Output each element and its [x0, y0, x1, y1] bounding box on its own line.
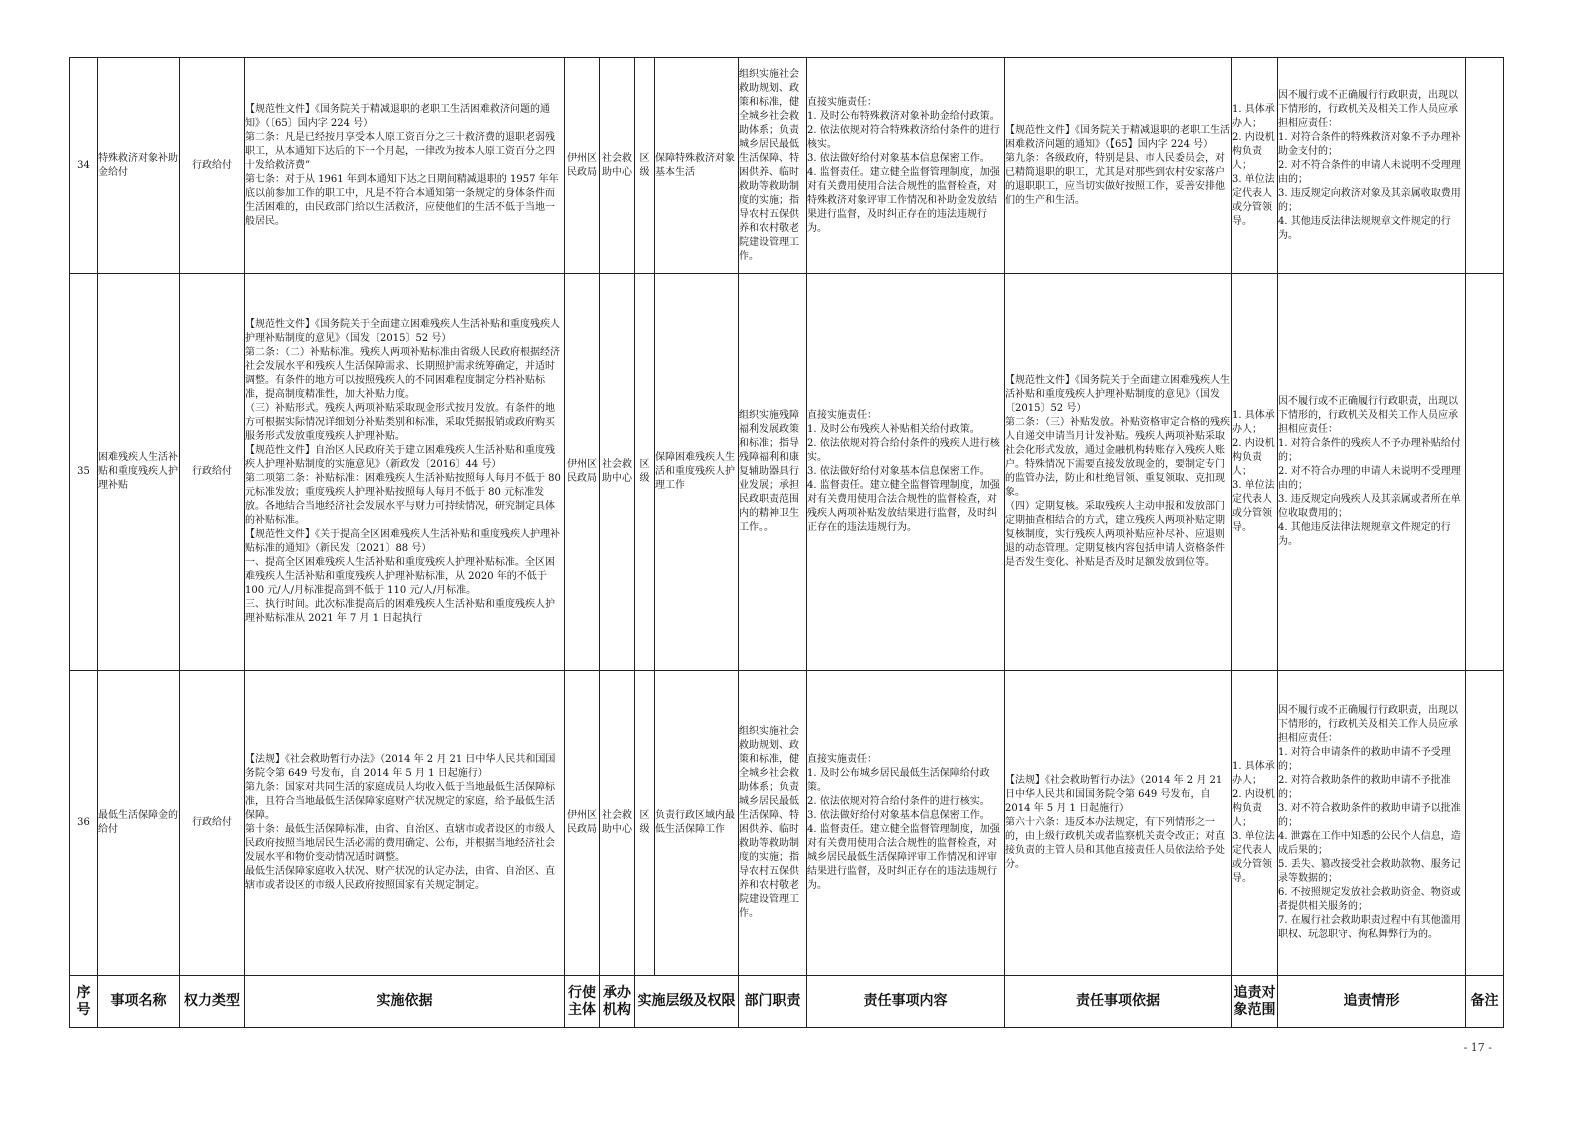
cell-seq: 36 — [70, 671, 98, 976]
cell-resp-line: 3. 依法做好给付对象基本信息保密工作。 — [807, 152, 990, 164]
cell-basis — [245, 58, 565, 274]
cell-situation-line: 6. 不按照规定发放社会救助资金、物资或者提供相关服务的； — [1278, 887, 1461, 912]
header-remark: 备注 — [1466, 976, 1504, 1028]
header-scope: 追责对象范围 — [1232, 976, 1278, 1028]
cell-org: 社会救助中心 — [600, 671, 635, 976]
table-row — [70, 58, 1504, 274]
cell-level-power: 保障特殊救济对象基本生活 — [655, 58, 739, 274]
cell-scope-line: 3. 单位法定代表人或分管领导。 — [1232, 173, 1275, 227]
cell-situation-line: 因不履行或不正确履行行政职责，出现以下情形的，行政机关及相关工作人员应承担相应责任： — [1278, 89, 1458, 129]
cell-level-power: 负责行政区域内最低生活保障工作 — [655, 671, 739, 976]
cell-situation-line: 2. 对不符合办理的申请人未说明不受理理由的； — [1278, 466, 1461, 491]
cell-basis-line: （三）补贴形式。残疾人两项补贴采取现金形式按月发放。有条件的地方可根据实际情况详细划分补贴类别和标准，采取凭据报销或政府购买服务形式发放重度残疾人护理补贴。 — [245, 403, 555, 442]
cell-name: 最低生活保障金的给付 — [98, 671, 180, 976]
cell-situation-line: 2. 对符合救助条件的救助申请不予批准的； — [1278, 775, 1451, 800]
cell-situation — [1278, 58, 1466, 274]
cell-basis — [245, 671, 565, 976]
cell-subject: 伊州区民政局 — [565, 671, 600, 976]
cell-situation-line: 3. 违反规定向救济对象及其亲属收取费用的； — [1278, 187, 1461, 213]
cell-scope-line: 3. 单位法定代表人或分管领导。 — [1232, 480, 1275, 533]
cell-resp-basis-line: （四）定期复核。采取残疾人主动申报和发放部门定期抽查相结合的方式，建立残疾人两项补贴定期复核制度，实行残疾人两项补贴应补尽补、应退则退的动态管理。定期复核内容包括申请人资格条件是否发生变化、补贴是否及时足额发放到位等。 — [1005, 501, 1225, 568]
duty-list-table — [69, 57, 1504, 1028]
header-situation: 追责情形 — [1278, 976, 1466, 1028]
cell-situation-line: 7. 在履行社会救助职责过程中有其他滥用职权、玩忽职守、徇私舞弊行为的。 — [1278, 915, 1461, 940]
cell-org: 社会救助中心 — [600, 58, 635, 274]
cell-resp-basis-line: 第九条：各级政府，特别是县、市人民委员会，对已精简退职的职工，尤其是对那些到农村安家落户的退职职工，应当切实做好按照工作，妥善安排他们的生产和生活。 — [1005, 152, 1225, 206]
header-row — [70, 976, 1504, 1028]
cell-resp-basis-line: 第六十六条：违反本办法规定，有下列情形之一的，由上级行政机关或者监察机关责令改正；对直接负责的主管人员和其他直接责任人员依法给予处分。 — [1005, 817, 1225, 870]
cell-org: 社会救助中心 — [600, 274, 635, 671]
cell-resp-basis-line: 【规范性文件】《国务院关于精减退职的老职工生活困难救济问题的通知》（【65】国内字 224 号） — [1005, 124, 1230, 150]
cell-scope — [1232, 671, 1278, 976]
cell-scope-line: 2. 内设机构负责人； — [1232, 131, 1275, 171]
cell-resp-line: 2. 依法依规对符合给付条件的进行核实。 — [807, 796, 990, 807]
cell-seq: 34 — [70, 58, 98, 274]
cell-resp-line: 2. 依法依规对符合特殊救济给付条件的进行核实。 — [807, 124, 1000, 150]
cell-resp-line: 3. 依法做好给付对象基本信息保密工作。 — [807, 466, 990, 477]
table-row — [70, 671, 1504, 976]
header-basis: 实施依据 — [245, 976, 565, 1028]
cell-basis-line: 第十条：最低生活保障标准，由省、自治区、直辖市或者设区的市级人民政府按照当地居民生活必需的费用确定、公布，并根据当地经济社会发展水平和物价变动情况适时调整。 — [245, 824, 555, 863]
cell-situation-line: 4. 其他违反法律法规规章文件规定的行为。 — [1278, 522, 1451, 547]
cell-resp — [807, 274, 1005, 671]
cell-type: 行政给付 — [180, 58, 245, 274]
cell-type: 行政给付 — [180, 671, 245, 976]
cell-situation-line: 因不履行或不正确履行行政职责，出现以下情形的，行政机关及相关工作人员应承担相应责任： — [1278, 396, 1458, 435]
cell-basis-line: 【法规】《社会救助暂行办法》（2014 年 2 月 21 日中华人民共和国国务院令第 649 号发布，自 2014 年 5 月 1 日起施行） — [245, 754, 556, 779]
cell-situation-line: 2. 对不符合条件的申请人未说明不受理理由的； — [1278, 159, 1461, 185]
cell-basis-line: 【规范性文件】《国务院关于全面建立困难残疾人生活补贴和重度残疾人护理补贴制度的意见》（国发〔2015〕52 号） — [245, 319, 560, 344]
cell-resp-basis — [1005, 671, 1232, 976]
header-org: 承办机构 — [600, 976, 635, 1028]
cell-scope-line: 1. 具体承办人； — [1232, 761, 1275, 786]
cell-resp-basis-line: 【规范性文件】《国务院关于全面建立困难残疾人生活补贴和重度残疾人护理补贴制度的意见》（国发〔2015〕52 号） — [1005, 375, 1230, 414]
cell-situation — [1278, 274, 1466, 671]
cell-resp-basis — [1005, 58, 1232, 274]
cell-resp-line: 1. 及时公布特殊救济对象补助金给付政策。 — [807, 110, 1000, 122]
cell-basis-line: 最低生活保障家庭收入状况、财产状况的认定办法，由省、自治区、直辖市或者设区的市级人民政府按照国家有关规定制定。 — [245, 866, 555, 891]
cell-resp-line: 直接实施责任： — [807, 754, 877, 765]
cell-level: 区级 — [635, 671, 655, 976]
cell-situation-line: 3. 违反规定向残疾人及其亲属或者所在单位收取费用的； — [1278, 494, 1461, 519]
cell-duty: 组织实施残障福利发展政策和标准；指导残障福利和康复辅助器具行业发展；承担民政职责范围内的精神卫生工作。。 — [739, 274, 807, 671]
cell-level: 区级 — [635, 58, 655, 274]
cell-basis-line: 第九条：国家对共同生活的家庭成员人均收入低于当地最低生活保障标准，且符合当地最低生活保障家庭财产状况规定的家庭，给予最低生活保障。 — [245, 782, 555, 821]
cell-situation-line: 3. 对不符合救助条件的救助申请予以批准的； — [1278, 803, 1461, 828]
cell-level: 区级 — [635, 274, 655, 671]
cell-remark — [1466, 671, 1504, 976]
cell-situation-line: 5. 丢失、篡改接受社会救助款物、服务记录等数据的； — [1278, 859, 1461, 884]
cell-resp-line: 3. 依法做好给付对象基本信息保密工作。 — [807, 810, 990, 821]
cell-scope — [1232, 58, 1278, 274]
cell-remark — [1466, 58, 1504, 274]
cell-seq: 35 — [70, 274, 98, 671]
cell-resp — [807, 58, 1005, 274]
cell-scope-line: 2. 内设机构负责人； — [1232, 438, 1275, 477]
cell-basis-line: 【规范性文件】《国务院关于精减退职的老职工生活困难救济问题的通知》（〔65〕国内字 224 号） — [245, 103, 550, 129]
cell-resp-line: 2. 依法依规对符合给付条件的残疾人进行核实。 — [807, 438, 1000, 463]
cell-resp-line: 4. 监督责任。建立健全监督管理制度，加强对有关费用使用合法合规性的监督检查，对特殊救济对象评审工作情况和补助金发放结果进行监督，及时纠正存在的违法违规行为。 — [807, 166, 1000, 234]
cell-scope — [1232, 274, 1278, 671]
cell-situation-line: 1. 对符合条件的残疾人不予办理补贴给付的； — [1278, 438, 1461, 463]
cell-situation-line: 4. 泄露在工作中知悉的公民个人信息，造成后果的； — [1278, 831, 1461, 856]
cell-situation-line: 1. 对符合条件的特殊救济对象不予办理补助金支付的； — [1278, 131, 1461, 157]
cell-basis-line: 【规范性文件】自治区人民政府关于建立困难残疾人生活补贴和重度残疾人护理补贴制度的实施意见》（新政发〔2016〕44 号） — [245, 445, 555, 470]
cell-scope-line: 3. 单位法定代表人或分管领导。 — [1232, 831, 1275, 884]
cell-basis-line: 三、执行时间。此次标准提高后的困难残疾人生活补贴和重度残疾人护理补贴标准从 2021 年 7 月 1 日起执行 — [245, 599, 555, 624]
cell-duty: 组织实施社会救助规划、政策和标准，健全城乡社会救助体系；负责城乡居民最低生活保障、特困供养、临时救助等救助制度的实施；指导农村五保供养和农村敬老院建设管理工作。 — [739, 58, 807, 274]
header-type: 权力类型 — [180, 976, 245, 1028]
cell-subject: 伊州区民政局 — [565, 58, 600, 274]
cell-resp-line: 直接实施责任： — [807, 96, 877, 108]
cell-situation-line: 因不履行或不正确履行行政职责，出现以下情形的，行政机关及相关工作人员应承担相应责任： — [1278, 705, 1458, 744]
cell-resp-line: 1. 及时公布残疾人补贴相关给付政策。 — [807, 424, 980, 435]
cell-duty: 组织实施社会救助规划、政策和标准，健全城乡社会救助体系；负责城乡居民最低生活保障、特困供养、临时救助等救助制度的实施；指导农村五保供养和农村敬老院建设管理工作。 — [739, 671, 807, 976]
header-level: 实施层级及权限 — [635, 976, 739, 1028]
cell-remark — [1466, 274, 1504, 671]
cell-basis-line: 第七条：对于从 1961 年到本通知下达之日期间精减退职的 1957 年年底以前参加工作的职工中，凡是不符合本通知第一条规定的身体条件而生活困难的，由民政部门给以生活救济，应使他们的生活不低于当地一般居民。 — [245, 173, 559, 227]
cell-subject: 伊州区民政局 — [565, 274, 600, 671]
cell-resp-basis-line: 第二条：（三）补贴发放。补贴资格审定合格的残疾人自递交申请当月计发补贴。残疾人两项补贴采取社会化形式发放，通过金融机构转账存入残疾人账户。特殊情况下需要直接发放现金的，要制定专门的监管办法，防止和杜绝冒领、重复领取、克扣现象。 — [1005, 417, 1230, 498]
cell-name: 困难残疾人生活补贴和重度残疾人护理补贴 — [98, 274, 180, 671]
cell-basis-line: 第二项第二条：补贴标准：困难残疾人生活补贴按照每人每月不低于 80 元标准发放；重度残疾人护理补贴按照每人每月不低于 80 元标准发放。各地结合当地经济社会发展水平与财力可持续情况，研究制定具体的补贴标准。 — [245, 473, 561, 526]
cell-situation — [1278, 671, 1466, 976]
cell-basis-line: 第二条：凡是已经按月享受本人原工资百分之三十救济费的退职老弱残职工，从本通知下达后的下一个月起，一律改为按本人原工资百分之四十发给救济费” — [245, 131, 555, 171]
cell-resp-line: 4. 监督责任。建立健全监督管理制度，加强对有关费用使用合法合规性的监督检查，对城乡居民最低生活保障评审工作情况和评审结果进行监督，及时纠正存在的违法违规行为。 — [807, 824, 1000, 891]
cell-resp-line: 直接实施责任： — [807, 410, 877, 421]
cell-resp-basis — [1005, 274, 1232, 671]
cell-resp-line: 4. 监督责任。建立健全监督管理制度，加强对有关费用使用合法合规性的监督检查，对残疾人两项补贴发放结果进行监督，及时纠正存在的违法违规行为。 — [807, 480, 1000, 533]
cell-basis-line: 一、提高全区困难残疾人生活补贴和重度残疾人护理补贴标准。全区困难残疾人生活补贴和重度残疾人护理补贴标准，从 2020 年的不低于 100 元/人/月标准提高到不低于 110 元/人/月标准。 — [245, 557, 555, 596]
header-resp: 责任事项内容 — [807, 976, 1005, 1028]
table-row — [70, 274, 1504, 671]
cell-resp-basis-line: 【法规】《社会救助暂行办法》（2014 年 2 月 21 日中华人民共和国国务院令第 649 号发布，自 2014 年 5 月 1 日起施行） — [1005, 775, 1223, 814]
header-seq: 序号 — [70, 976, 98, 1028]
page-number: - 17 - — [1463, 1041, 1492, 1054]
cell-type: 行政给付 — [180, 274, 245, 671]
cell-basis — [245, 274, 565, 671]
cell-basis-line: 【规范性文件】《关于提高全区困难残疾人生活补贴和重度残疾人护理补贴标准的通知》（新民发〔2021〕88 号） — [245, 529, 560, 554]
cell-basis-line: 第二条：（二）补贴标准。残疾人两项补贴标准由省级人民政府根据经济社会发展水平和残疾人生活保障需求、长期照护需求统筹确定，并适时调整。有条件的地方可以按照残疾人的不同困难程度制定分档补贴标准，提高制度精准性，加大补贴力度。 — [245, 347, 560, 400]
cell-situation-line: 4. 其他违反法律法规规章文件规定的行为。 — [1278, 215, 1451, 241]
cell-resp — [807, 671, 1005, 976]
header-resp-basis: 责任事项依据 — [1005, 976, 1232, 1028]
header-subject: 行使主体 — [565, 976, 600, 1028]
header-name: 事项名称 — [98, 976, 180, 1028]
cell-scope-line: 1. 具体承办人； — [1232, 410, 1275, 435]
cell-scope-line: 1. 具体承办人； — [1232, 103, 1275, 129]
cell-name: 特殊救济对象补助金给付 — [98, 58, 180, 274]
cell-resp-line: 1. 及时公布城乡居民最低生活保障给付政策。 — [807, 768, 990, 793]
cell-level-power: 保障困难残疾人生活和重度残疾人护理工作 — [655, 274, 739, 671]
header-duty: 部门职责 — [739, 976, 807, 1028]
cell-scope-line: 2. 内设机构负责人； — [1232, 789, 1275, 828]
cell-situation-line: 1. 对符合申请条件的救助申请不予受理的； — [1278, 747, 1451, 772]
